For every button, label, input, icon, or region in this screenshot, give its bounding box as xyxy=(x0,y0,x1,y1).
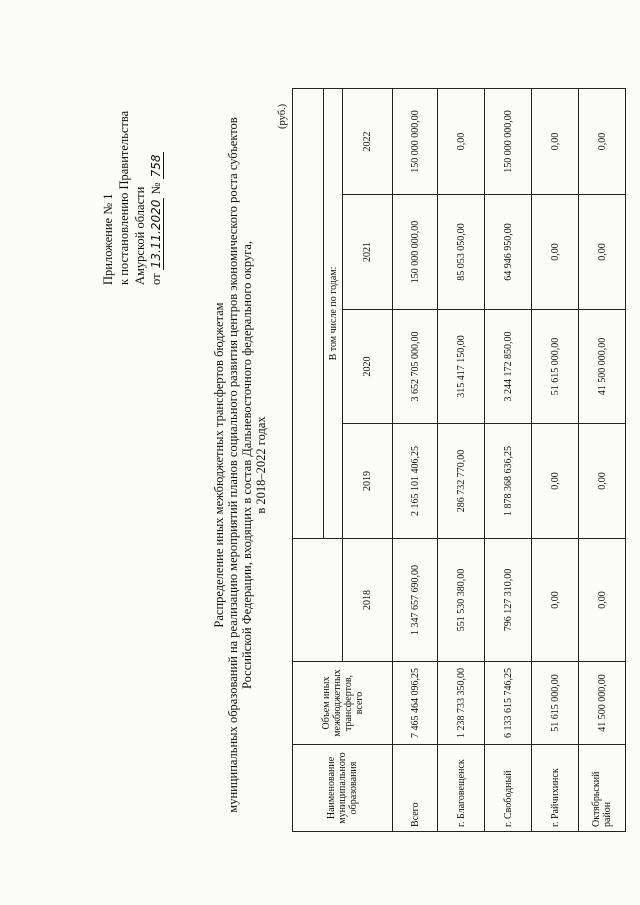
annex-header xyxy=(100,45,164,285)
cell-2021: 85 053 050,00 xyxy=(438,195,485,310)
transfers-table xyxy=(292,88,626,832)
cell-2019: 286 732 770,00 xyxy=(438,424,485,539)
cell-2020: 3 244 172 850,00 xyxy=(485,310,532,424)
document-title xyxy=(212,105,268,825)
header-spacer-top xyxy=(293,89,324,539)
title-line-4: в 2018–2022 годах xyxy=(254,416,268,514)
cell-2019: 0,00 xyxy=(532,424,579,539)
cell-name: Октябрьский район xyxy=(579,745,626,832)
cell-2019: 2 165 101 406,25 xyxy=(393,424,438,539)
cell-2022: 0,00 xyxy=(532,89,579,195)
handwritten-date: 13.11.2020 xyxy=(149,199,163,269)
annex-resolution-line: к постановлению Правительства xyxy=(117,110,131,285)
header-year-2019: 2019 xyxy=(343,424,393,539)
cell-2022: 150 000 000,00 xyxy=(393,89,438,195)
cell-name: г. Свободный xyxy=(485,745,532,832)
table-row xyxy=(579,89,626,832)
cell-2022: 0,00 xyxy=(579,89,626,195)
cell-2021: 0,00 xyxy=(579,195,626,310)
annex-date-line xyxy=(148,45,164,285)
cell-total: 1 238 733 350,00 xyxy=(438,662,485,745)
title-line-2: муниципальных образований на реализацию мероприятий планов социального развития центров экономического роста субъектов xyxy=(226,117,240,813)
cell-2021: 150 000 000,00 xyxy=(393,195,438,310)
cell-total: 6 133 615 746,25 xyxy=(485,662,532,745)
annex-number: Приложение № 1 xyxy=(101,193,115,285)
cell-2019: 0,00 xyxy=(579,424,626,539)
header-municipality: Наименование муниципального образования xyxy=(293,745,393,832)
header-year-2021: 2021 xyxy=(343,195,393,310)
title-line-1: Распределение иных межбюджетных трансфертов бюджетам xyxy=(212,302,226,628)
table-row xyxy=(393,89,438,832)
cell-total: 41 500 000,00 xyxy=(579,662,626,745)
cell-total: 51 615 000,00 xyxy=(532,662,579,745)
cell-2018: 0,00 xyxy=(579,539,626,662)
table-row xyxy=(438,89,485,832)
cell-2019: 1 878 368 636,25 xyxy=(485,424,532,539)
cell-2022: 150 000 000,00 xyxy=(485,89,532,195)
handwritten-number: 758 xyxy=(149,154,163,178)
cell-total: 7 465 464 096,25 xyxy=(393,662,438,745)
cell-2018: 796 127 310,00 xyxy=(485,539,532,662)
title-line-3: Российской Федерации, входящих в состав Дальневосточного федерального округа, xyxy=(240,241,254,690)
date-prefix: от xyxy=(149,273,163,285)
number-prefix: № xyxy=(149,182,163,195)
currency-unit: (руб.) xyxy=(277,103,288,129)
cell-name: г. Райчихинск xyxy=(532,745,579,832)
cell-2021: 0,00 xyxy=(532,195,579,310)
cell-2018: 1 347 657 690,00 xyxy=(393,539,438,662)
cell-2018: 551 530 380,00 xyxy=(438,539,485,662)
header-year-2020: 2020 xyxy=(343,310,393,424)
header-year-2022: 2022 xyxy=(343,89,393,195)
cell-2020: 3 652 705 000,00 xyxy=(393,310,438,424)
cell-2020: 315 417 150,00 xyxy=(438,310,485,424)
header-spacer xyxy=(293,539,343,662)
header-total-volume: Объем иных межбюджетных трансфертов, всего xyxy=(293,662,393,745)
cell-2018: 0,00 xyxy=(532,539,579,662)
cell-name: г. Благовещенск xyxy=(438,745,485,832)
header-year-2018: 2018 xyxy=(343,539,393,662)
header-by-years: В том числе по годам: xyxy=(324,89,343,539)
cell-name: Всего xyxy=(393,745,438,832)
cell-2021: 64 946 950,00 xyxy=(485,195,532,310)
cell-2020: 51 615 000,00 xyxy=(532,310,579,424)
table-row xyxy=(532,89,579,832)
annex-region-line: Амурской области xyxy=(133,186,147,285)
cell-2022: 0,00 xyxy=(438,89,485,195)
table-row xyxy=(485,89,532,832)
cell-2020: 41 500 000,00 xyxy=(579,310,626,424)
